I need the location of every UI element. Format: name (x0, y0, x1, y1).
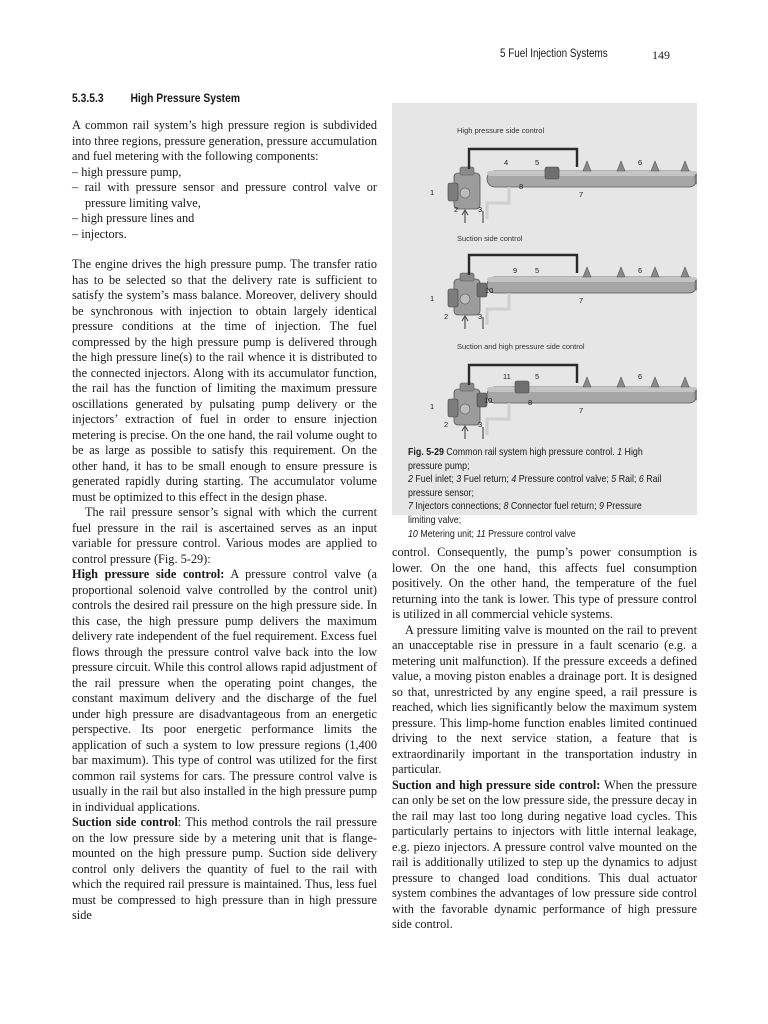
caption-item-text: Connector fuel return; (508, 501, 600, 513)
caption-item-number: 4 (511, 474, 517, 486)
label-11: 11 (503, 372, 511, 381)
label-1: 1 (430, 402, 435, 411)
label-1: 1 (430, 188, 435, 197)
component-list (72, 165, 377, 243)
right-text-column (392, 545, 697, 933)
drive-paragraph: The engine drives the high pressure pump. The transfer ratio has to be selected so that the delivery rate is sufficient to satisfy the system’s mass balance. Moreover, delivery should be synchronous with injection to obtain largely identical pressure conditions at the time of injection. The fuel compressed by the high pressure pump is delivered through the high pressure line(s) to the rail whence it is distributed to the connected injectors. Along with its accumulator function, the rail has the function of limiting the maximum pressure oscillations generated by pulsating pump delivery or the injectors’ extraction of fuel in order to ensure injection metering is precise. On the one hand, the rail volume ought to be as large as possible to satisfy this requirement. On the other hand, it has to be small enough to ensure pressure is generated rapidly during starting. The accumulator volume must be optimized to this effect in the design phase. (72, 257, 377, 504)
caption-item-text: High pressure pump; (408, 447, 643, 472)
caption-item-number: 3 (456, 474, 462, 486)
caption-item-number: 9 (599, 501, 604, 513)
left-text-column (72, 118, 377, 924)
caption-item-text: Injectors connections; (412, 501, 504, 513)
list-item: – high pressure pump, (72, 164, 182, 179)
section-title: High Pressure System (130, 91, 241, 105)
label-6: 6 (638, 266, 643, 275)
section-heading (72, 91, 240, 105)
intro-paragraph: A common rail system’s high pressure region is subdivided into three regions, pressure generation, pressure accumulation and fuel metering with the following components: (72, 118, 377, 163)
caption-item-text: Rail pressure sensor; (408, 474, 662, 499)
suction-high-control-label: Suction and high pressure side control: (392, 777, 601, 792)
label-3: 3 (478, 205, 483, 214)
continued-paragraph: control. Consequently, the pump’s power consumption is lower. On the one hand, this affects fuel consumption positively. On the other hand, the temperature of the fuel returning into the tank is lower. This type of pressure control is utilized in all commercial vehicle systems. (392, 545, 697, 621)
caption-item-number: 2 (408, 474, 413, 486)
suction-control-label: Suction side control (72, 815, 178, 829)
label-7: 7 (579, 190, 584, 199)
label-7: 7 (579, 406, 584, 415)
label-2: 2 (444, 420, 449, 429)
caption-title: Common rail system high pressure control. (443, 447, 618, 458)
limiting-valve-paragraph: A pressure limiting valve is mounted on the rail to prevent an unacceptable rise in pressure in a fault scenario (e.g. a metering unit malfunction). If the pressure exceeds a defined value, a moving piston enables a drainage port. It is designed so that, unrestricted by any engine speed, a rail pressure is reached, which lies significantly below the maximum system pressure. This limp-home function enables limited continued driving to the next service station, a feature that is extraordinarily important in the transportation industry in particular. (392, 622, 697, 776)
label-10: 10 (485, 286, 494, 295)
caption-item-text: Pressure control valve; (516, 474, 612, 486)
caption-item-number: 5 (611, 474, 617, 486)
list-item: – rail with pressure sensor and pressure control valve or pressure limiting valve, (72, 180, 377, 210)
pressure-control-valve-icon (545, 167, 559, 179)
panel-title-suction: Suction side control (457, 234, 523, 243)
hp-control-paragraph (72, 567, 377, 815)
label-5: 5 (535, 372, 540, 381)
caption-item-text: Fuel return; (461, 474, 512, 486)
caption-item-text: Fuel inlet; (412, 474, 457, 486)
caption-item-number: 11 (476, 528, 486, 540)
caption-item-number: 10 (408, 528, 418, 540)
figure-label: Fig. 5-29 (408, 447, 444, 458)
caption-item-number: 1 (617, 447, 623, 458)
label-8: 8 (528, 398, 533, 407)
list-item: – injectors. (72, 226, 127, 241)
label-3: 3 (478, 312, 483, 321)
pressure-control-valve-icon (515, 381, 529, 393)
suction-high-control-paragraph (392, 778, 697, 933)
caption-item-number: 8 (503, 501, 509, 513)
caption-item-text: Pressure control valve (485, 528, 576, 540)
hp-control-text: A pressure control valve (a proportional solenoid valve controlled by the control unit) controls the desired rail pressure on the high pressure side. In this case, the high pressure pump delivers the maximum delivery rate independent of the fuel requirement. Excess fuel flows through the pressure control valve back into the low pressure circuit. While this control allows rapid adjustment of the rail pressure when the operating point changes, the constant maximum delivery and the discharge of the fuel under high pressure are disadvantageous from an energetic perspective. Its poor energetic performance limits the application of such a system to low pressure regions (1,400 bar maximum). This type of control was utilized for the first common rail systems for cars. The pressure control valve is usually in the rail but also installed in the high pressure pump in individual applications. (72, 567, 378, 814)
panel-title-suction-and-high: Suction and high pressure side control (457, 342, 585, 351)
panel-high-pressure-diagram (448, 149, 697, 223)
label-6: 6 (638, 372, 643, 381)
label-2: 2 (444, 312, 449, 321)
label-3: 3 (478, 420, 483, 429)
label-5: 5 (535, 266, 540, 275)
label-7: 7 (579, 296, 584, 305)
label-8: 8 (519, 182, 524, 191)
hp-control-label: High pressure side control: (72, 567, 225, 581)
section-number: 5.3.5.3 (72, 91, 104, 105)
label-5: 5 (535, 158, 540, 167)
sensor-paragraph: The rail pressure sensor’s signal with which the current fuel pressure in the rail is ascertained serves as an input variable for pressure control. Various modes are applied to control pressure (Fig. 5-29): (72, 505, 377, 566)
panel-title-high-pressure: High pressure side control (457, 126, 545, 135)
suction-control-text: : This method controls the rail pressure on the low pressure side by a metering unit that is flange-mounted on the high pressure pump. Suction side delivery control only delivers the quantity of fuel to the rail with which the required rail pressure is maintained. Thus, less fuel must be compressed to high pressure than in high pressure side (72, 815, 377, 922)
label-9: 9 (513, 266, 518, 275)
label-6: 6 (638, 158, 643, 167)
page-number: 149 (652, 48, 670, 62)
list-item: – high pressure lines and (72, 211, 195, 225)
label-1: 1 (430, 294, 435, 303)
caption-item-text: Rail; (616, 474, 639, 486)
label-4: 4 (504, 158, 509, 167)
figure-caption (408, 446, 666, 541)
suction-high-control-text: When the pressure can only be set on the low pressure side, the pressure decay in the rail may last too long during negative load cycles. This particularly pertains to injectors with little internal leakage, e.g. piezo injectors. A pressure control valve mounted on the rail is additionally utilized to step up the dynamics to adjust pressure to changed load conditions. This dual actuator system combines the advantages of low pressure side control with the favorable dynamic performance of high pressure side control. (392, 777, 697, 931)
caption-item-text: Metering unit; (417, 528, 477, 540)
caption-item-number: 6 (638, 474, 644, 486)
label-10: 10 (484, 396, 493, 405)
suction-control-paragraph (72, 815, 377, 924)
running-header-chapter: 5 Fuel Injection Systems (500, 48, 608, 60)
label-2: 2 (454, 205, 459, 214)
caption-item-text: Pressure limiting valve; (408, 501, 642, 526)
caption-item-number: 7 (408, 501, 413, 513)
